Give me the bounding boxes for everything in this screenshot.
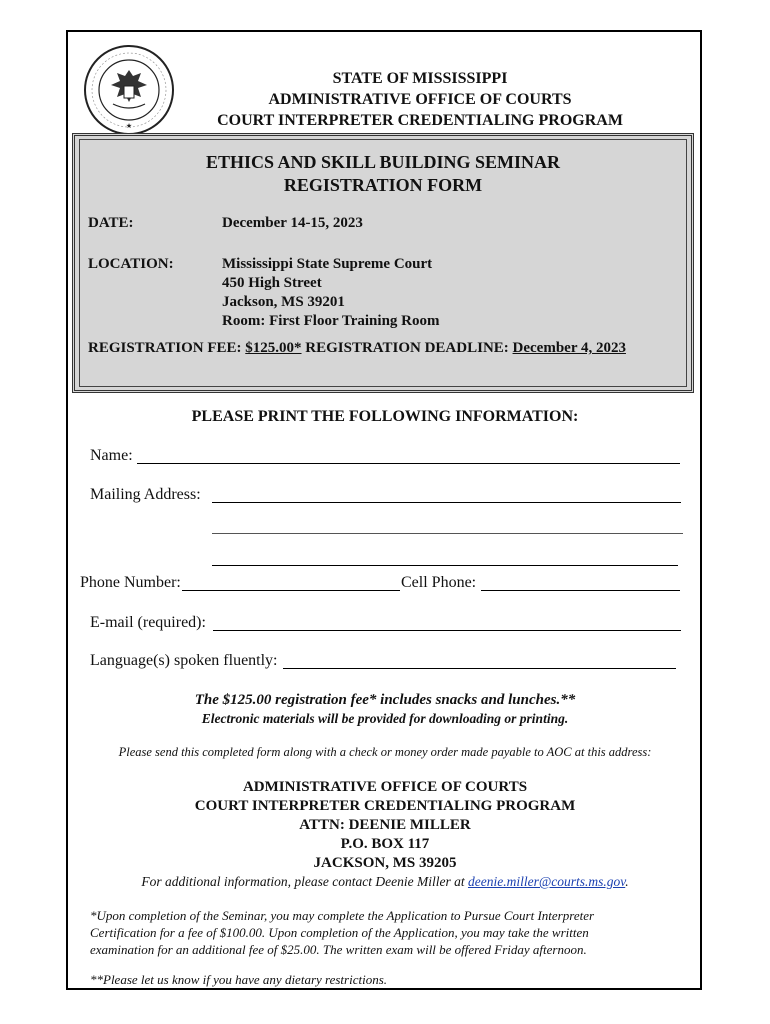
- language-field[interactable]: [283, 668, 676, 669]
- deadline-value: December 4, 2023: [512, 340, 626, 356]
- address-line: JACKSON, MS 39205: [313, 855, 457, 871]
- name-label: Name:: [90, 447, 133, 464]
- address-line: ADMINISTRATIVE OFFICE OF COURTS: [242, 779, 528, 795]
- location-line: Room: First Floor Training Room: [222, 313, 440, 329]
- mailing-address-field-2[interactable]: [212, 533, 683, 534]
- seminar-title: ETHICS AND SKILL BUILDING SEMINAR: [205, 152, 561, 172]
- header-line-office: ADMINISTRATIVE OFFICE OF COURTS: [268, 91, 572, 108]
- electronic-materials-note: Electronic materials will be provided for downloading or printing.: [201, 711, 569, 726]
- contact-line: [0, 874, 770, 890]
- footnote-star-line: Certification for a fee of $100.00. Upon completion of the Application, you may take the written: [90, 925, 589, 940]
- language-label: Language(s) spoken fluently:: [90, 652, 278, 669]
- address-line: ATTN: DEENIE MILLER: [299, 817, 471, 833]
- date-label: DATE:: [88, 215, 134, 231]
- location-line: 450 High Street: [222, 275, 322, 291]
- fee-deadline-line: [88, 340, 626, 357]
- email-label: E-mail (required):: [90, 614, 206, 631]
- mailing-address-block: [0, 778, 770, 873]
- header-block: [170, 68, 670, 131]
- date-value: December 14-15, 2023: [222, 215, 363, 231]
- email-field[interactable]: [213, 630, 681, 631]
- svg-text:★: ★: [125, 122, 133, 130]
- address-line: COURT INTERPRETER CREDENTIALING PROGRAM: [194, 798, 576, 814]
- cell-phone-field[interactable]: [481, 590, 680, 591]
- location-label: LOCATION:: [88, 256, 174, 272]
- header-line-program: COURT INTERPRETER CREDENTIALING PROGRAM: [217, 112, 623, 129]
- form-title: REGISTRATION FORM: [283, 175, 483, 195]
- fee-value: $125.00*: [245, 340, 302, 356]
- state-seal-icon: [83, 44, 175, 136]
- name-field[interactable]: [137, 463, 680, 464]
- contact-suffix: .: [625, 874, 629, 889]
- contact-prefix: For additional information, please contact Deenie Miller at: [141, 874, 468, 889]
- print-instruction: PLEASE PRINT THE FOLLOWING INFORMATION:: [191, 408, 579, 425]
- footnote-double-star: **Please let us know if you have any dietary restrictions.: [90, 972, 388, 987]
- header-line-state: STATE OF MISSISSIPPI: [332, 70, 508, 87]
- footnote-star-line: *Upon completion of the Seminar, you may complete the Application to Pursue Court Interpreter: [90, 908, 595, 923]
- mailing-address-field-3[interactable]: [212, 565, 678, 566]
- fee-label: REGISTRATION FEE:: [88, 340, 242, 356]
- deadline-label: REGISTRATION DEADLINE:: [305, 340, 509, 356]
- address-line: P.O. BOX 117: [340, 836, 430, 852]
- phone-number-field[interactable]: [182, 590, 400, 591]
- cell-phone-label: Cell Phone:: [401, 574, 477, 591]
- footnote-star-line: examination for an additional fee of $25.00. The written exam will be offered Friday afternoon.: [90, 942, 587, 957]
- fee-includes-note: The $125.00 registration fee* includes snacks and lunches.**: [194, 692, 576, 708]
- mailing-address-label: Mailing Address:: [90, 486, 201, 503]
- location-line: Jackson, MS 39201: [222, 294, 345, 310]
- phone-number-label: Phone Number:: [80, 574, 181, 591]
- location-line: Mississippi State Supreme Court: [222, 256, 433, 272]
- contact-email-link[interactable]: deenie.miller@courts.ms.gov: [467, 874, 626, 889]
- mailing-address-field-1[interactable]: [212, 502, 681, 503]
- send-instruction: Please send this completed form along with a check or money order made payable to AOC at this address:: [118, 745, 652, 759]
